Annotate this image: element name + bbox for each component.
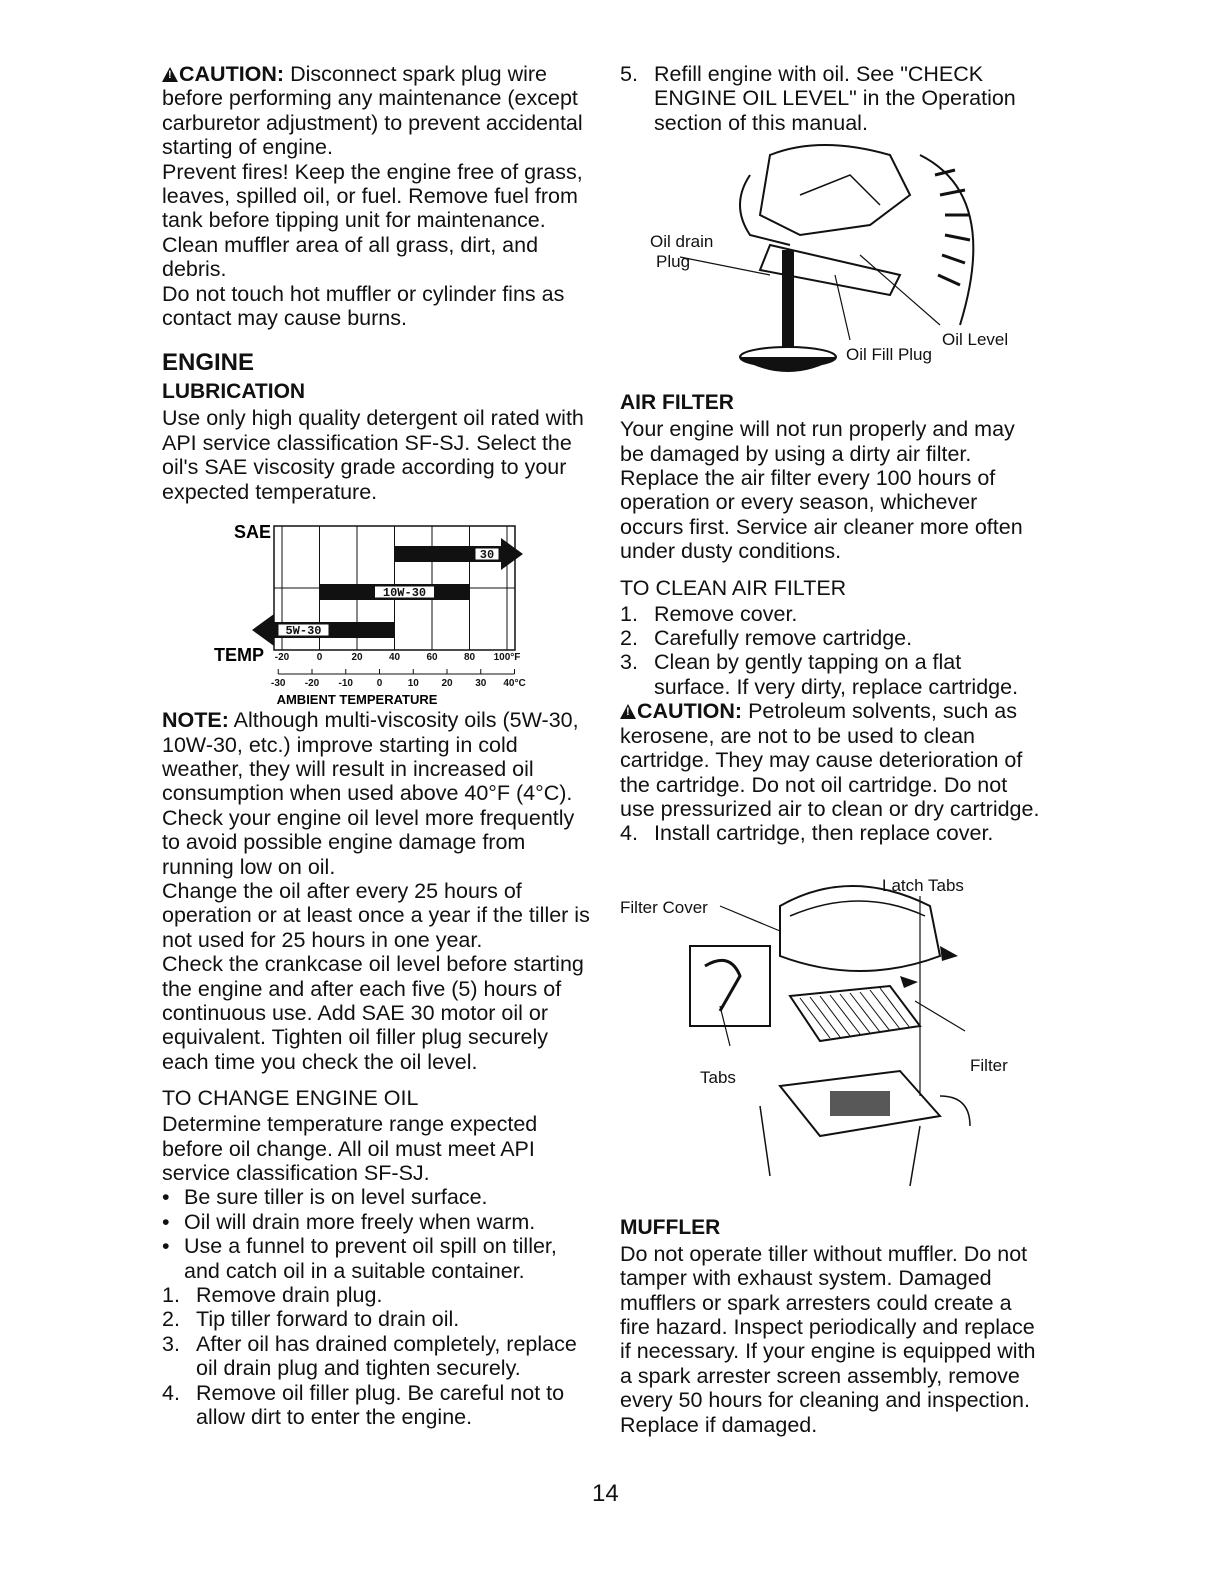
list-item: • Oil will drain more freely when warm. <box>162 1209 536 1234</box>
list-item: 5. Refill engine with oil. See "CHECK ENGINE OIL LEVEL" in the Operation section of this manual. <box>620 62 1016 135</box>
install-step <box>620 821 1040 845</box>
note-paragraph <box>162 708 592 879</box>
chart-x-title: TEMP <box>214 645 265 666</box>
c-tick-label: -30 <box>271 678 286 690</box>
muffler-text: Do not operate tiller without muffler. Do not tamper with exhaust system. Damaged mufflers or spark arresters could create a fire hazard. Inspect periodically and replace if necessary. If your engine is equipped with a spark arrester screen assembly, remove every 50 hours for cleaning and inspection. Replace if damaged. <box>620 1241 1036 1437</box>
fire-warning: Prevent fires! Keep the engine free of grass, leaves, spilled oil, or fuel. Remove fuel from tank before tipping unit for maintenance. Clean muffler area of all grass, dirt, and debris. <box>162 159 583 282</box>
oil-drain-label: Oil drain <box>650 232 714 252</box>
c-tick-label: 30 <box>475 678 487 690</box>
change-oil-text: Change the oil after every 25 hours of operation or at least once a year if the tiller is not used for 25 hours in one year. <box>162 878 590 952</box>
list-item: 1. Remove cover. <box>620 601 798 626</box>
chart-y-title: SAE <box>234 522 272 543</box>
chart-x-label: AMBIENT TEMPERATURE <box>276 692 438 708</box>
clean-steps <box>620 602 1040 700</box>
f-tick-label: 100°F <box>493 652 521 664</box>
caution-text: Disconnect spark plug wire before performing any maintenance (except carburetor adjustment) to prevent accidental starting of engine. <box>162 62 583 160</box>
caution-text-2: Petroleum solvents, such as kerosene, are not to be used to clean cartridge. They may cause deterioration of the cartridge. Do not oil cartridge. Do not use pressurized air to clean or dry cartridge. <box>620 699 1040 821</box>
oil-drain-figure <box>620 135 1040 385</box>
series-label: 5W-30 <box>285 624 322 639</box>
bar-arrow-right <box>501 538 523 570</box>
f-tick-label: 80 <box>463 652 476 664</box>
c-tick-label: -10 <box>338 678 353 690</box>
oil-fill-plug-label: Oil Fill Plug <box>846 345 932 365</box>
f-tick-label: 40 <box>388 652 401 664</box>
burn-warning: Do not touch hot muffler or cylinder fins as contact may cause burns. <box>162 281 565 331</box>
f-tick-label: -20 <box>274 652 290 664</box>
list-item: • Be sure tiller is on level surface. <box>162 1185 488 1210</box>
left-column <box>162 62 592 1429</box>
caution-paragraph <box>162 62 592 160</box>
list-item: 3. Clean by gently tapping on a flat surface. If very dirty, replace cartridge. <box>620 650 1019 699</box>
list-item: 2. Carefully remove cartridge. <box>620 626 913 651</box>
change-oil-heading: TO CHANGE ENGINE OIL <box>162 1086 419 1111</box>
caution-label: CAUTION: <box>179 62 285 86</box>
list-item: 3. After oil has drained completely, replace oil drain plug and tighten securely. <box>162 1331 577 1381</box>
muffler-heading: MUFFLER <box>620 1215 721 1239</box>
air-filter-heading: AIR FILTER <box>620 391 734 415</box>
sae-chart-svg <box>162 518 552 708</box>
c-tick-label: 20 <box>441 678 453 690</box>
air-filter-figure <box>620 846 1040 1216</box>
list-item: 2. Tip tiller forward to drain oil. <box>162 1307 460 1332</box>
f-tick-label: 20 <box>351 652 363 664</box>
list-item: 1. Remove drain plug. <box>162 1283 383 1308</box>
c-tick-label: 40°C <box>503 678 526 690</box>
note-text: Although multi-viscosity oils (5W-30, 10W-30, etc.) improve starting in cold weather, they will result in increased oil consumption when used above 40°F (4°C). Check your engine oil level more frequently to avoid possible engine damage from running low on oil. <box>162 708 579 879</box>
sae-viscosity-chart <box>162 518 552 708</box>
warning-icon <box>620 704 636 719</box>
caution-paragraph-2 <box>620 699 1040 821</box>
list-item: • Use a funnel to prevent oil spill on tiller, and catch oil in a suitable container. <box>162 1234 557 1283</box>
c-tick-label: 0 <box>376 678 383 690</box>
bullet-list <box>162 1185 592 1283</box>
chart-ticks <box>271 652 526 689</box>
plug-label: Plug <box>656 252 691 272</box>
chart-bars <box>252 538 523 646</box>
filter-label: Filter <box>970 1055 1008 1075</box>
caution-label-2: CAUTION: <box>637 699 743 724</box>
engine-heading: ENGINE <box>162 349 255 377</box>
series-label: 10W-30 <box>382 586 427 601</box>
list-item: 4. Install cartridge, then replace cover. <box>620 821 994 846</box>
page-number: 14 <box>592 1480 619 1507</box>
change-oil-steps <box>162 1283 592 1429</box>
refill-step <box>620 62 1040 135</box>
lubrication-heading: LUBRICATION <box>162 380 306 404</box>
list-item: 4. Remove oil filler plug. Be careful not to allow dirt to enter the engine. <box>162 1380 565 1430</box>
filter-cover-label: Filter Cover <box>620 897 708 917</box>
air-filter-text: Your engine will not run properly and may be damaged by using a dirty air filter. Replace the air filter every 100 hours of operation or every season, whichever occurs first. Service air cleaner more often under dusty conditions. <box>620 417 1023 564</box>
lubrication-text: Use only high quality detergent oil rated with API service classification SF-SJ. Select the oil's SAE viscosity grade according to your expected temperature. <box>162 406 584 504</box>
latch-tabs-label: Latch Tabs <box>882 875 964 895</box>
warning-icon <box>162 67 178 82</box>
note-label: NOTE: <box>162 708 229 733</box>
f-tick-label: 0 <box>316 652 323 664</box>
f-tick-label: 60 <box>426 652 438 664</box>
c-tick-label: -20 <box>304 678 320 690</box>
bar-arrow-left <box>252 614 274 646</box>
check-oil-text: Check the crankcase oil level before starting the engine and after each five (5) hours of continuous use. Add SAE 30 motor oil or equivalent. Tighten oil filler plug securely each time you check the oil level. <box>162 952 584 1074</box>
series-label: 30 <box>479 548 495 563</box>
determine-text: Determine temperature range expected before oil change. All oil must meet API service classification SF-SJ. <box>162 1112 538 1185</box>
clean-air-filter-heading: TO CLEAN AIR FILTER <box>620 575 847 600</box>
right-column <box>620 62 1040 1437</box>
oil-level-label: Oil Level <box>942 330 1009 350</box>
tabs-label: Tabs <box>700 1067 736 1087</box>
c-tick-label: 10 <box>407 678 419 690</box>
